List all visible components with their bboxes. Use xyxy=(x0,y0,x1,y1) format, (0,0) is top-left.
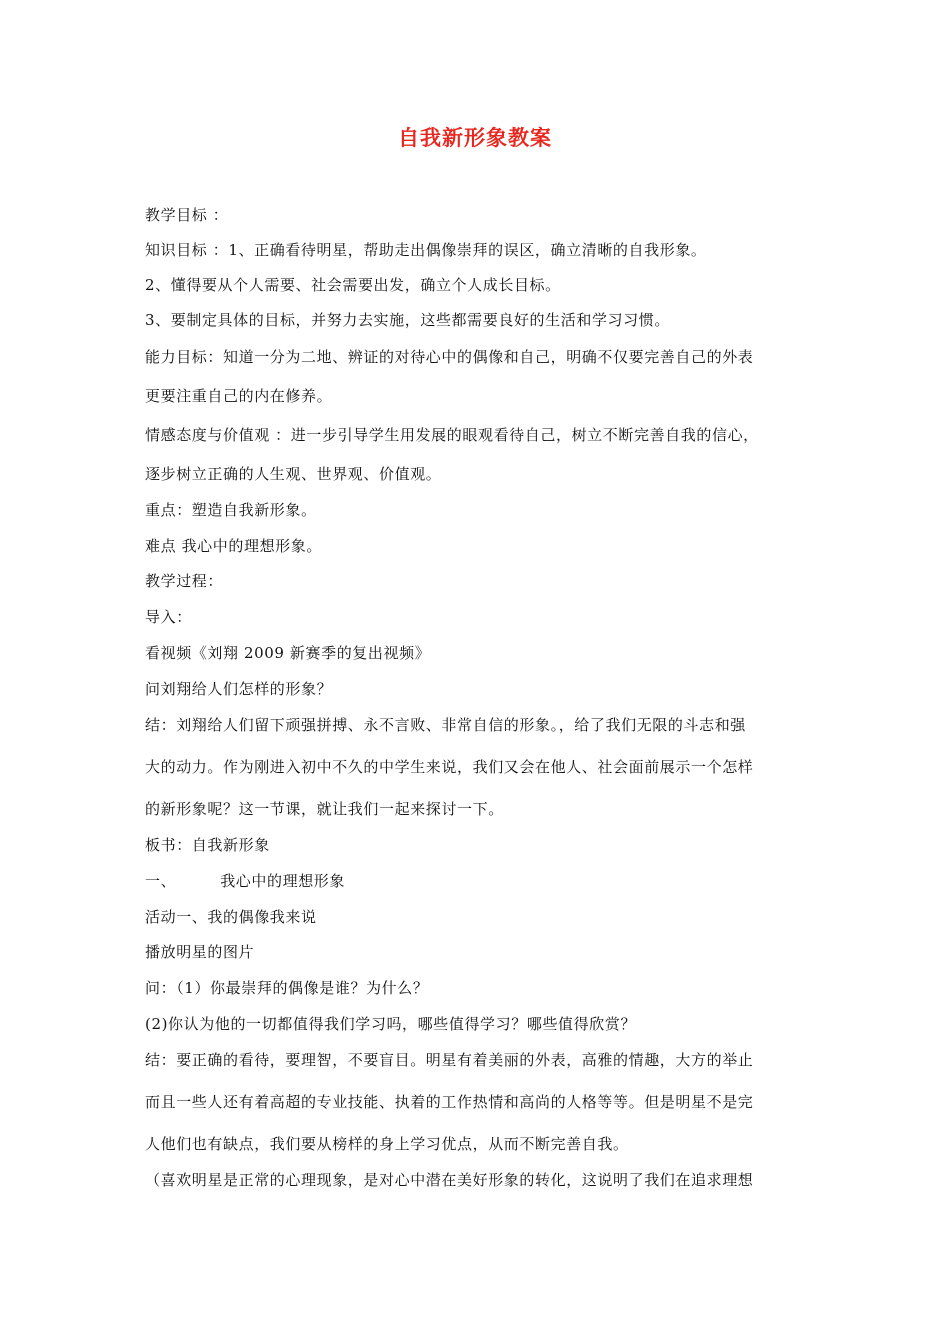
text-line: 问：（1）你最崇拜的偶像是谁？为什么？ xyxy=(145,979,429,997)
text-line: (2)你认为他的一切都值得我们学习吗，哪些值得学习？哪些值得欣赏？ xyxy=(145,1015,637,1033)
text-line: 教学过程： xyxy=(145,572,224,590)
text-line: 活动一、我的偶像我来说 xyxy=(145,908,317,926)
text-line: 问刘翔给人们怎样的形象？ xyxy=(145,680,333,698)
text-line: （喜欢明星是正常的心理现象，是对心中潜在美好形象的转化，这说明了我们在追求理想 xyxy=(145,1171,754,1189)
text-line: 能力目标：知道一分为二地、辨证的对待心中的偶像和自己，明确不仅要完善自己的外表 xyxy=(145,348,754,366)
text-line: 导入： xyxy=(145,608,192,626)
text-line: 逐步树立正确的人生观、世界观、价值观。 xyxy=(145,465,442,483)
section-title: 我心中的理想形象 xyxy=(220,872,346,890)
section-number: 一、 xyxy=(145,872,177,890)
text-line: 情感态度与价值观 ：进一步引导学生用发展的眼观看待自己，树立不断完善自我的信心， xyxy=(145,426,759,444)
text-line: 教学目标 ： xyxy=(145,206,229,224)
section-heading xyxy=(145,871,815,891)
text-line: 重点：塑造自我新形象。 xyxy=(145,501,317,519)
text-line: 而且一些人还有着高超的专业技能、执着的工作热情和高尚的人格等等。但是明星不是完 xyxy=(145,1093,754,1111)
text-line: 板书：自我新形象 xyxy=(145,836,270,854)
text-line: 大的动力。作为刚进入初中不久的中学生来说，我们又会在他人、社会面前展示一个怎样 xyxy=(145,758,754,776)
text-line: 2、懂得要从个人需要、社会需要出发，确立个人成长目标。 xyxy=(145,276,561,294)
text-line: 看视频《刘翔 2009 新赛季的复出视频》 xyxy=(145,644,431,662)
text-line: 结：刘翔给人们留下顽强拼搏、永不言败、非常自信的形象。，给了我们无限的斗志和强 xyxy=(145,716,746,734)
text-line: 播放明星的图片 xyxy=(145,943,255,961)
text-line: 结：要正确的看待，要理智，不要盲目。明星有着美丽的外表，高雅的情趣，大方的举止 xyxy=(145,1051,754,1069)
text-line: 人他们也有缺点，我们要从榜样的身上学习优点，从而不断完善自我。 xyxy=(145,1135,629,1153)
document-title: 自我新形象教案 xyxy=(398,126,552,150)
text-line: 更要注重自己的内在修养。 xyxy=(145,387,333,405)
text-line: 3、要制定具体的目标，并努力去实施，这些都需要良好的生活和学习习惯。 xyxy=(145,311,670,329)
text-line: 知识目标 ：1、正确看待明星，帮助走出偶像崇拜的误区，确立清晰的自我形象。 xyxy=(145,241,707,259)
text-line: 难点 我心中的理想形象。 xyxy=(145,537,322,555)
text-line: 的新形象呢？这一节课，就让我们一起来探讨一下。 xyxy=(145,800,504,818)
